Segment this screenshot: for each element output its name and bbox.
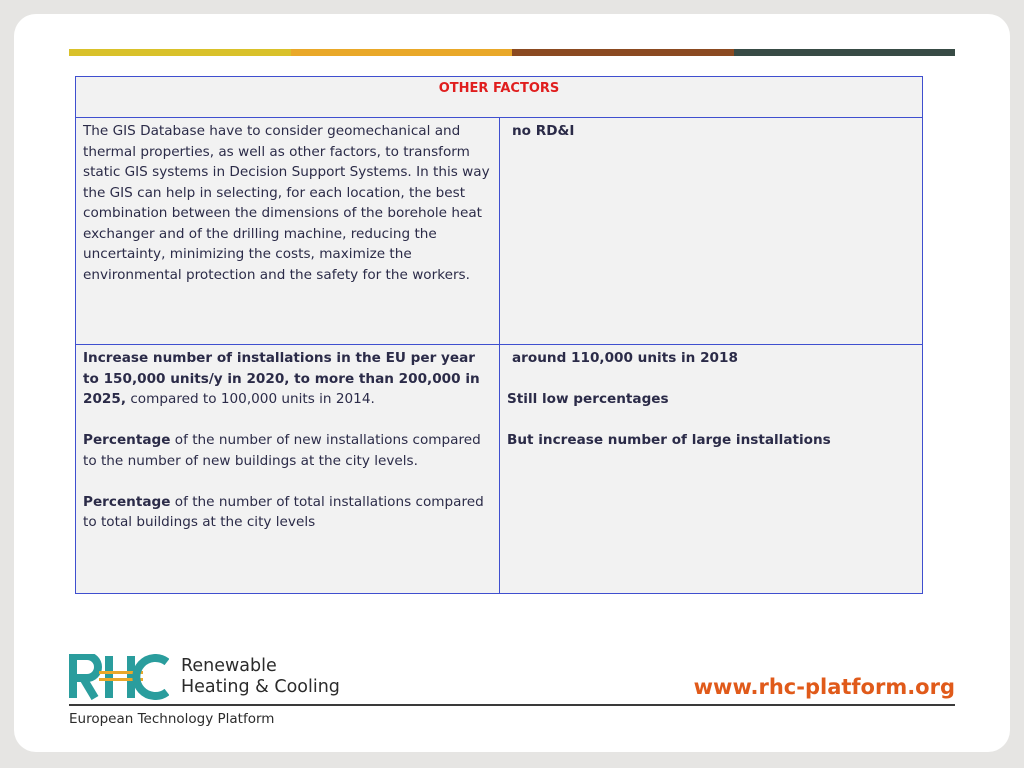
rdi-status: no RD&I xyxy=(512,123,575,139)
rhc-logo-icon xyxy=(69,654,169,700)
factors-table xyxy=(75,76,923,594)
low-percentages: Still low percentages xyxy=(507,391,669,407)
table-cell-left xyxy=(76,345,500,593)
logo-line-2: Heating & Cooling xyxy=(181,677,340,697)
percentage-total-installations: Percentage of the number of total installations compared to total buildings at the city levels xyxy=(83,493,484,530)
website-link[interactable]: www.rhc-platform.org xyxy=(693,675,955,699)
top-color-bar xyxy=(69,49,955,56)
installations-target: Increase number of installations in the EU per year to 150,000 units/y in 2020, to more than 200,000 in 2025, compared to 100,000 units in 2014. xyxy=(83,350,480,407)
footer-divider xyxy=(69,704,955,706)
bar-segment-dark xyxy=(734,49,956,56)
table-header xyxy=(76,77,922,118)
table-title: OTHER FACTORS xyxy=(438,81,560,96)
table-row xyxy=(76,118,922,345)
bar-segment-brown xyxy=(512,49,734,56)
bar-segment-orange xyxy=(291,49,513,56)
bar-segment-yellow xyxy=(69,49,291,56)
logo-text xyxy=(181,656,340,698)
logo-line-1: Renewable xyxy=(181,656,277,676)
table-cell-left xyxy=(76,118,500,344)
slide xyxy=(14,14,1010,752)
percentage-new-installations: Percentage of the number of new installations compared to the number of new buildings at the city levels. xyxy=(83,432,481,469)
platform-name: European Technology Platform xyxy=(69,711,275,727)
rhc-logo xyxy=(69,654,340,700)
gis-paragraph: The GIS Database have to consider geomechanical and thermal properties, as well as other factors, to transform static GIS systems in Decision Support Systems. In this way the GIS can help in selecting, for each location, the best combination between the dimensions of the borehole heat exchanger and of the drilling machine, reducing the uncertainty, minimizing the costs, maximize the environmental protection and the safety for the workers. xyxy=(83,123,490,283)
table-row xyxy=(76,345,922,593)
units-2018: around 110,000 units in 2018 xyxy=(512,350,738,366)
large-installations: But increase number of large installations xyxy=(507,432,831,448)
table-cell-right xyxy=(500,345,922,593)
table-cell-right xyxy=(500,118,922,344)
